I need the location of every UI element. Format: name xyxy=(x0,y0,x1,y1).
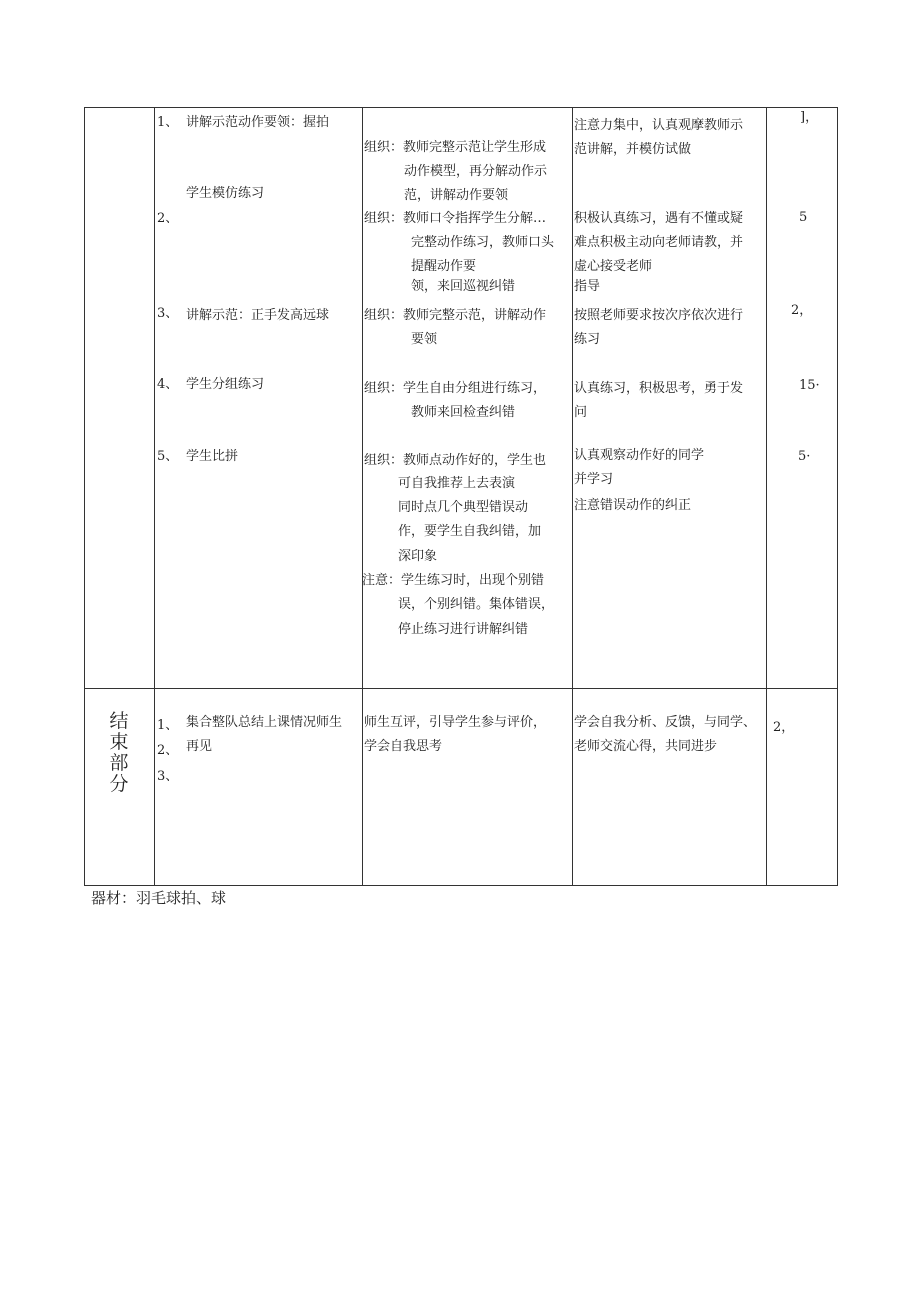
org-5-line-1: 组织：教师点动作好的，学生也 xyxy=(364,453,547,468)
section-label-char-1: 结 xyxy=(109,710,129,732)
org-3-line-2: 要领 xyxy=(411,332,438,347)
col-divider-1 xyxy=(154,107,155,886)
col-divider-3 xyxy=(572,107,573,886)
item-2-content: 学生模仿练习 xyxy=(186,186,265,201)
org-5-line-5: 深印象 xyxy=(398,549,438,564)
item-number-5: 5、 xyxy=(157,449,179,464)
end-number-3: 3、 xyxy=(157,769,179,784)
org-2-line-4: 领，来回巡视纠错 xyxy=(411,279,516,294)
end-student-line-1: 学会自我分析、反馈，与同学、 xyxy=(574,715,757,730)
org-1-line-2: 动作模型，再分解动作示 xyxy=(404,164,548,179)
end-org-line-2: 学会自我思考 xyxy=(364,739,443,754)
org-1-line-3: 范，讲解动作要领 xyxy=(404,188,509,203)
time-4: 15· xyxy=(799,378,820,393)
org-5-line-4: 作，要学生自我纠错，加 xyxy=(398,524,542,539)
section-label-char-4: 分 xyxy=(109,773,129,795)
time-2: 5 xyxy=(799,210,808,225)
student-3-line-1: 按照老师要求按次序依次进行 xyxy=(574,308,744,323)
item-number-3: 3、 xyxy=(157,306,179,321)
end-number-2: 2、 xyxy=(157,743,179,758)
student-1-line-2: 范讲解，并模仿试做 xyxy=(574,142,692,157)
student-2-line-4: 指导 xyxy=(574,279,601,294)
end-student-line-2: 老师交流心得，共同进步 xyxy=(574,739,718,754)
student-2-line-3: 虚心接受老师 xyxy=(574,259,653,274)
item-number-4: 4、 xyxy=(157,377,179,392)
note-line-1: 注意：学生练习时，出现个别错 xyxy=(362,573,545,588)
student-5-line-2: 并学习 xyxy=(574,472,614,487)
item-3-content: 讲解示范：正手发高远球 xyxy=(186,308,330,323)
section-label-char-3: 部 xyxy=(109,752,129,774)
end-org-line-1: 师生互评，引导学生参与评价， xyxy=(364,715,547,730)
student-4-line-1: 认真练习，积极思考，勇于发 xyxy=(574,381,744,396)
org-3-line-1: 组织：教师完整示范，讲解动作 xyxy=(364,308,547,323)
item-number-1: 1、 xyxy=(157,115,179,130)
org-2-line-1: 组织：教师口令指挥学生分解… xyxy=(364,211,547,226)
col-divider-2 xyxy=(362,107,363,886)
org-2-line-2: 完整动作练习，教师口头 xyxy=(411,235,555,250)
end-content-line-2: 再见 xyxy=(186,739,213,754)
item-5-content: 学生比拼 xyxy=(186,449,239,464)
note-line-3: 停止练习进行讲解纠错 xyxy=(398,622,529,637)
time-5: 5· xyxy=(798,449,811,464)
equipment-note: 器材：羽毛球拍、球 xyxy=(91,889,227,907)
time-1: ]， xyxy=(800,110,819,125)
org-5-line-2: 可自我推荐上去表演 xyxy=(398,476,516,491)
student-5-line-1: 认真观察动作好的同学 xyxy=(574,448,705,463)
student-2-line-2: 难点积极主动向老师请教，并 xyxy=(574,235,744,250)
org-5-line-3: 同时点几个典型错误动 xyxy=(398,500,529,515)
item-4-content: 学生分组练习 xyxy=(186,377,265,392)
student-5-line-3: 注意错误动作的纠正 xyxy=(574,498,692,513)
student-4-line-2: 问 xyxy=(574,405,588,420)
end-content-line-1: 集合整队总结上课情况师生 xyxy=(186,715,343,730)
student-3-line-2: 练习 xyxy=(574,332,601,347)
section-label-char-2: 束 xyxy=(109,731,129,753)
org-4-line-2: 教师来回检查纠错 xyxy=(411,405,516,420)
org-4-line-1: 组织：学生自由分组进行练习， xyxy=(364,381,547,396)
col-divider-4 xyxy=(766,107,767,886)
student-1-line-1: 注意力集中，认真观摩教师示 xyxy=(574,118,744,133)
end-number-1: 1、 xyxy=(157,718,179,733)
student-2-line-1: 积极认真练习，遇有不懂或疑 xyxy=(574,211,744,226)
time-3: 2， xyxy=(791,303,813,318)
item-number-2: 2、 xyxy=(157,211,179,226)
org-1-line-1: 组织：教师完整示范让学生形成 xyxy=(364,140,547,155)
end-time: 2， xyxy=(773,720,795,735)
org-2-line-3: 提醒动作要 xyxy=(411,259,477,274)
item-1-content: 讲解示范动作要领：握拍 xyxy=(186,115,330,130)
row-divider xyxy=(84,688,838,689)
note-line-2: 误，个别纠错。集体错误， xyxy=(398,597,555,612)
